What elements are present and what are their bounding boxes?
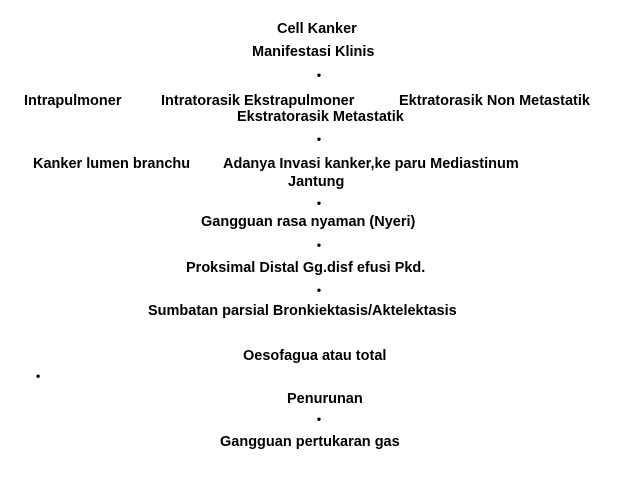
line-oesofagus: Oesofagua atau total bbox=[243, 348, 387, 364]
row2-continuation: Jantung bbox=[288, 174, 345, 190]
bullet-2: • bbox=[316, 132, 322, 146]
row1-continuation: Ekstratorasik Metastatik bbox=[237, 109, 404, 125]
title: Cell Kanker bbox=[277, 21, 357, 37]
subtitle: Manifestasi Klinis bbox=[252, 44, 375, 60]
bullet-5: • bbox=[316, 283, 322, 297]
bullet-3: • bbox=[316, 196, 322, 210]
bullet-4: • bbox=[316, 238, 322, 252]
row2-kanker-lumen: Kanker lumen branchu bbox=[33, 156, 191, 172]
row1-ektratorasik: Ektratorasik Non Metastatik bbox=[399, 93, 590, 109]
bullet-1: • bbox=[316, 68, 322, 82]
line-penurunan: Penurunan bbox=[287, 391, 363, 407]
line-nyeri: Gangguan rasa nyaman (Nyeri) bbox=[201, 214, 416, 230]
row1-intrapulmoner: Intrapulmoner bbox=[24, 93, 122, 109]
line-sumbatan: Sumbatan parsial Bronkiektasis/Aktelektasis bbox=[148, 303, 457, 319]
line-proksimal: Proksimal Distal Gg.disf efusi Pkd. bbox=[186, 260, 426, 276]
line-gas: Gangguan pertukaran gas bbox=[220, 434, 400, 450]
row2-invasi: Adanya Invasi kanker,ke paru Mediastinum bbox=[223, 156, 519, 172]
bullet-6: • bbox=[316, 412, 322, 426]
bullet-left: • bbox=[36, 369, 41, 383]
row1-intratorasik: Intratorasik Ekstrapulmoner bbox=[161, 93, 355, 109]
